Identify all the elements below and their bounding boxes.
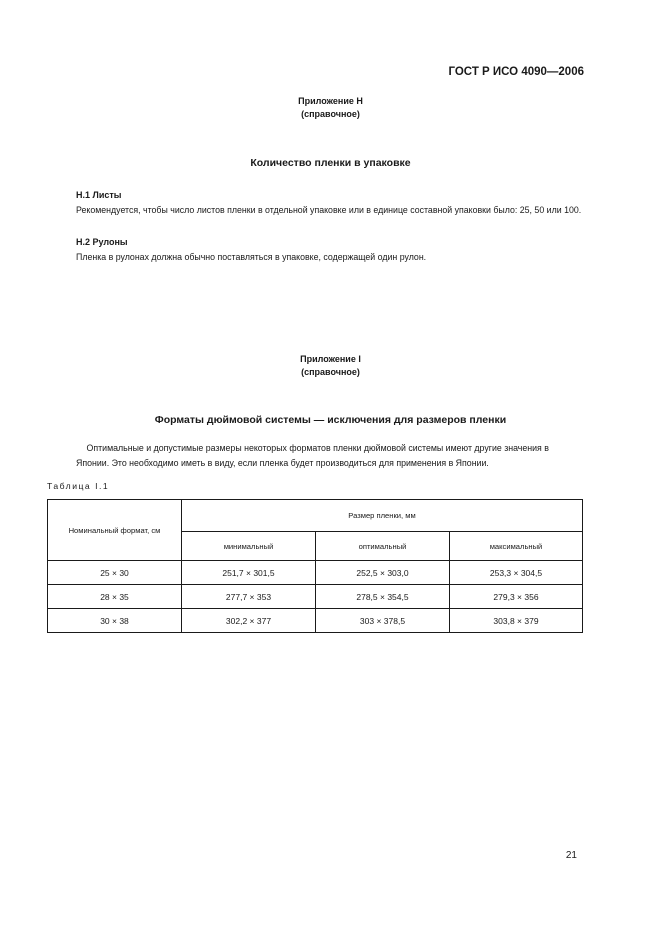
cell-opt: 252,5 × 303,0: [316, 561, 450, 585]
col-opt-header: оптимальный: [316, 532, 450, 561]
appendix-h-type: (справочное): [301, 109, 360, 119]
cell-opt: 303 × 378,5: [316, 609, 450, 633]
cell-min: 251,7 × 301,5: [182, 561, 316, 585]
col-size-header: Размер пленки, мм: [182, 500, 583, 532]
col-min-header: минимальный: [182, 532, 316, 561]
table-row: [48, 609, 583, 633]
document-code: ГОСТ Р ИСО 4090—2006: [448, 66, 584, 78]
cell-nominal: 28 × 35: [48, 585, 182, 609]
section-h1-title: H.1 Листы: [76, 190, 122, 200]
film-size-table: [47, 499, 583, 633]
col-nominal-header: Номинальный формат, см: [48, 500, 182, 561]
cell-min: 302,2 × 377: [182, 609, 316, 633]
section-h2-text: Пленка в рулонах должна обычно поставляться в упаковке, содержащей один рулон.: [76, 252, 427, 262]
appendix-h-title: Приложение H: [298, 96, 363, 106]
appendix-i-title: Приложение I: [300, 354, 361, 364]
col-max-header: максимальный: [450, 532, 583, 561]
table-caption: Таблица I.1: [47, 481, 110, 491]
cell-opt: 278,5 × 354,5: [316, 585, 450, 609]
appendix-i-text: Оптимальные и допустимые размеры некоторых форматов пленки дюймовой системы имеют другие значения в Японии. Это необходимо иметь в виду, если пленка будет производиться для применения в Японии.: [76, 443, 549, 468]
table-row: [48, 561, 583, 585]
cell-max: 253,3 × 304,5: [450, 561, 583, 585]
cell-min: 277,7 × 353: [182, 585, 316, 609]
section-h1-text: Рекомендуется, чтобы число листов пленки в отдельной упаковке или в единице составной упаковки было: 25, 50 или 100.: [76, 205, 582, 215]
table-row: [48, 585, 583, 609]
cell-max: 303,8 × 379: [450, 609, 583, 633]
appendix-i-heading: Форматы дюймовой системы — исключения для размеров пленки: [154, 414, 507, 426]
cell-nominal: 25 × 30: [48, 561, 182, 585]
cell-nominal: 30 × 38: [48, 609, 182, 633]
cell-max: 279,3 × 356: [450, 585, 583, 609]
page-number: 21: [565, 850, 577, 861]
appendix-h-heading: Количество пленки в упаковке: [250, 157, 411, 169]
section-h2-title: H.2 Рулоны: [76, 237, 128, 247]
appendix-i-type: (справочное): [301, 367, 360, 377]
table-header-row: [48, 500, 583, 532]
